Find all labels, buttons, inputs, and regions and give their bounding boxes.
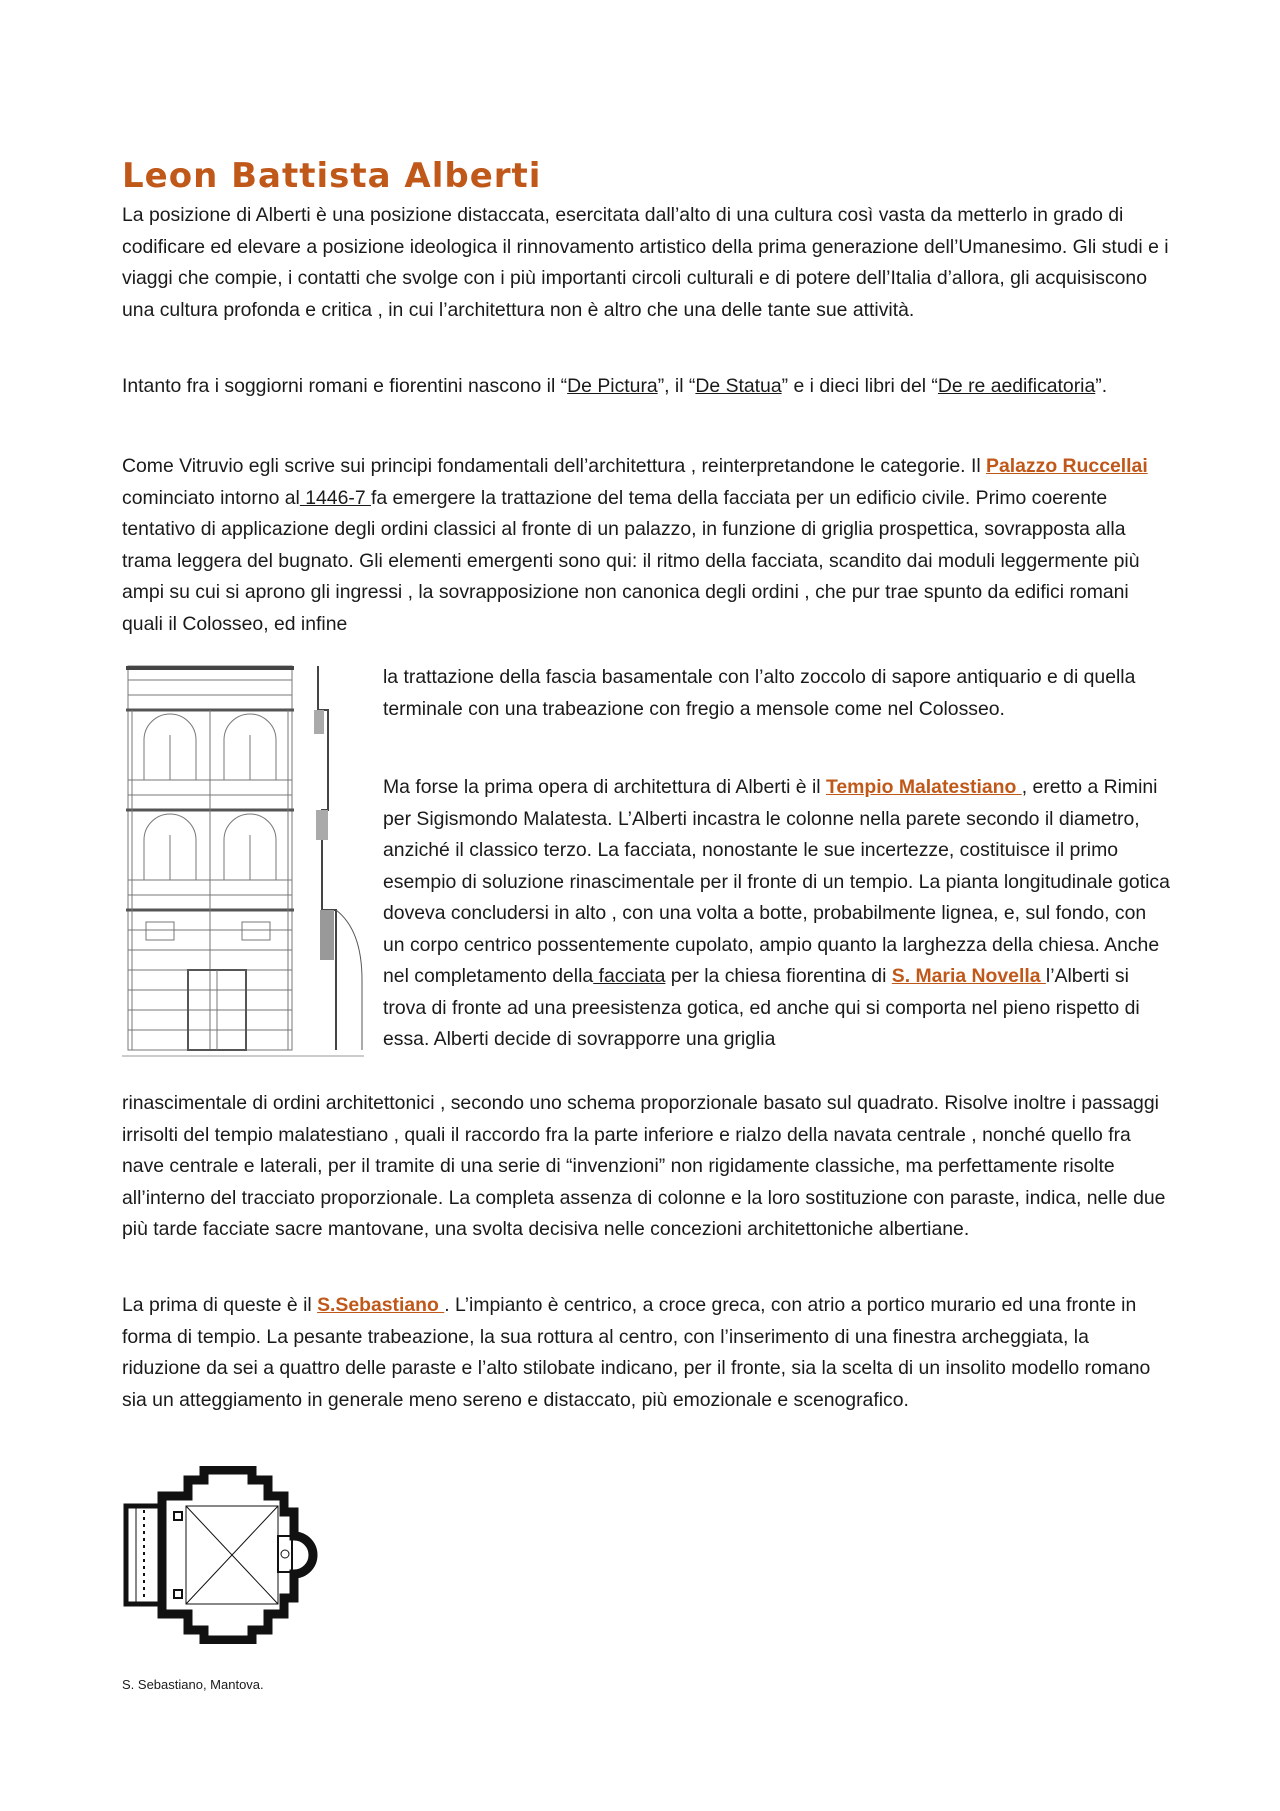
figure-caption: S. Sebastiano, Mantova. <box>122 1677 264 1692</box>
paragraph-basement: la trattazione della fascia basamentale con l’alto zoccolo di sapore antiquario e di quella terminale con una trabeazione con fregio a mensole come nel Colosseo. <box>383 666 1136 720</box>
p6-pre: La prima di queste è il <box>122 1294 318 1316</box>
paragraph-treatises <box>122 371 1170 403</box>
paragraph-intro: La posizione di Alberti è una posizione distaccata, esercitata dall’alto di una cultura così vasta da metterlo in grado di codificare ed elevare a posizione ideologica il rinnovamento artistico della prima generazione dell’Umanesimo. Gli studi e i viaggi che compie, i contatti che svolge con i più importanti circoli culturali e di potere dell’Italia d’allora, gli acquisiscono una cultura profonda e critica , in cui l’architettura non è altro che una delle tante sue attività. <box>122 204 1169 321</box>
treatise-de-statua: De Statua <box>695 375 782 397</box>
link-palazzo-ruccellai[interactable]: Palazzo Ruccellai <box>986 455 1148 477</box>
paragraph-proportions: rinascimentale di ordini architettonici , secondo uno schema proporzionale basato sul quadrato. Risolve inoltre i passaggi irrisolti del tempio malatestiano , quali il raccordo fra la parte inferiore e rialzo della navata centrale , nonché quello fra nave centrale e laterali, per il tramite di una serie di “invenzioni” non rigidamente classiche, ma perfettamente risolte all’interno del tracciato proporzionale. La completa assenza di colonne e la loro sostituzione con paraste, indica, nelle due più tarde facciate sacre mantovane, una svolta decisiva nelle concezioni architettoniche albertiane. <box>122 1092 1166 1240</box>
paragraph-ruccellai <box>122 451 1170 640</box>
link-tempio-malatestiano[interactable]: Tempio Malatestiano <box>825 776 1022 798</box>
p2-post: ”. <box>1095 375 1108 397</box>
p2-mid1: ”, il “ <box>657 375 696 397</box>
p5-pre: Ma forse la prima opera di architettura di Alberti è il <box>383 776 826 798</box>
date-1446-7: 1446-7 <box>299 486 371 509</box>
link-s-maria-novella[interactable]: S. Maria Novella <box>891 965 1046 987</box>
p3-mid: cominciato intorno al <box>122 486 300 509</box>
word-facciata: facciata <box>593 965 666 987</box>
p3-post: fa emergere la trattazione del tema della facciata per un edificio civile. Primo coerente tentativo di applicazione degli ordini classici al fronte di un palazzo, in funzione di griglia prospettica, sovrapposta alla trama leggera del bugnato. Gli elementi emergenti sono qui: il ritmo della facciata, scandito dai moduli leggermente più ampi su cui si aprono gli ingressi , la sovrapposizione non canonica degli ordini , che pur trae spunto da edifici romani quali il Colosseo, ed infine <box>122 486 1140 635</box>
treatise-de-re-aedificatoria: De re aedificatoria <box>937 375 1096 397</box>
p6-post: . L’impianto è centrico, a croce greca, con atrio a portico murario ed una fronte in forma di tempio. La pesante trabeazione, la sua rottura al centro, con l’inserimento di una finestra archeggiata, la riduzione da sei a quattro delle paraste e l’alto stilobate indicano, per il fronte, sia la scelta di un insolito modello romano sia un atteggiamento in generale meno sereno e distaccato, più emozionale e scenografico. <box>122 1294 1151 1411</box>
p3-pre: Come Vitruvio egli scrive sui principi fondamentali dell’architettura , reinterpretandone le categorie. Il <box>122 455 987 477</box>
p2-pre: Intanto fra i soggiorni romani e fiorentini nascono il “ <box>122 375 568 397</box>
p5-mid2: per la chiesa fiorentina di <box>665 965 892 987</box>
treatise-de-pictura: De Pictura <box>567 375 658 397</box>
paragraph-malatestiano <box>383 772 1173 1056</box>
p2-mid2: ” e i dieci libri del “ <box>781 375 938 397</box>
p5-mid1: , eretto a Rimini per Sigismondo Malatesta. L’Alberti incastra le colonne nella parete secondo il diametro, anziché il classico terzo. La facciata, nonostante le sue incertezze, costituisce il primo esempio di soluzione rinascimentale per il fronte di un tempio. La pianta longitudinale gotica doveva concludersi in alto , con una volta a botte, probabilmente lignea, e, sul fondo, con un corpo centrico possentemente cupolato, ampio quanto la larghezza della chiesa. Anche nel completamento della <box>383 776 1170 987</box>
paragraph-sebastiano <box>122 1290 1170 1416</box>
palazzo-rucellai-drawing <box>122 660 364 1060</box>
link-s-sebastiano[interactable]: S.Sebastiano <box>317 1294 445 1316</box>
s-sebastiano-plan <box>122 1466 334 1644</box>
document-title: Leon Battista Alberti <box>122 156 542 196</box>
p5-post: l’Alberti si trova di fronte ad una preesistenza gotica, ed anche qui si comporta nel pieno rispetto di essa. Alberti decide di sovrapporre una griglia <box>383 965 1140 1050</box>
